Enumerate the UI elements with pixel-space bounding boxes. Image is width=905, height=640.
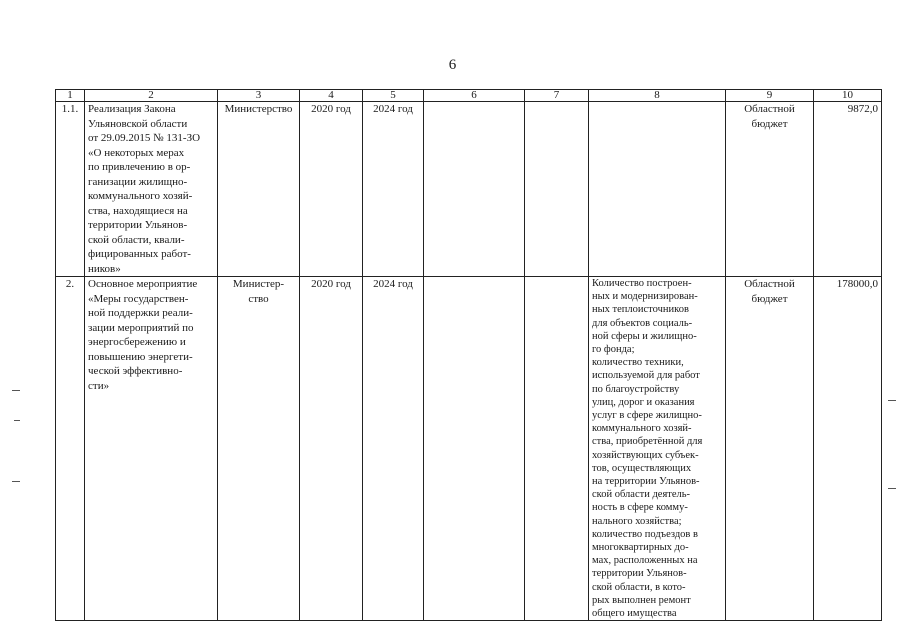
funding-source — [726, 277, 814, 621]
executor — [218, 102, 300, 277]
column-header: 3 — [218, 90, 300, 102]
row-number: 2. — [56, 277, 85, 621]
text-line: ной поддержки реали- — [88, 307, 193, 319]
text-line: повышению энергети- — [88, 350, 193, 363]
text-line: «Меры государствен- — [88, 292, 189, 305]
text-line: Количество построен- — [592, 278, 692, 289]
text-line: коммунального хозяй- — [592, 423, 692, 435]
text-line: для объектов социаль- — [592, 317, 693, 329]
text-line: ников» — [88, 262, 121, 275]
text-line: многоквартирных до- — [592, 542, 689, 554]
text-line: ганизации жилищно- — [88, 175, 188, 188]
column-header: 1 — [56, 90, 85, 102]
column-6-cell — [424, 102, 525, 277]
text-line: используемой для работ — [592, 370, 700, 382]
text-line: территории Ульянов- — [592, 568, 687, 580]
text-line: коммунального хозяй- — [88, 190, 193, 202]
program-table — [55, 89, 882, 621]
text-line: ской области деятель- — [592, 489, 691, 501]
end-year: 2024 год — [363, 277, 424, 621]
end-year: 2024 год — [363, 102, 424, 277]
scan-artifact — [14, 420, 20, 421]
text-line: ство — [248, 292, 269, 305]
text-line: рых выполнен ремонт — [592, 594, 691, 606]
measure-name — [85, 102, 218, 277]
text-line: энергосбережению и — [88, 336, 186, 348]
column-6-cell — [424, 277, 525, 621]
executor — [218, 277, 300, 621]
text-line: по благоустройству — [592, 383, 680, 395]
text-line: ческой эффективно- — [88, 365, 183, 377]
text-line: ных и модернизирован- — [592, 291, 698, 303]
text-line: нального хозяйства; — [592, 515, 682, 527]
scan-artifact — [12, 481, 20, 482]
column-header: 6 — [424, 90, 525, 102]
column-header: 5 — [363, 90, 424, 102]
page-number: 6 — [448, 57, 457, 73]
text-line: бюджет — [751, 292, 788, 305]
text-line: хозяйствующих субъек- — [592, 449, 699, 461]
text-line: общего имущества — [592, 608, 677, 620]
text-line: ность в сфере комму- — [592, 502, 688, 514]
text-line: на территории Ульянов- — [592, 476, 700, 488]
text-line: Министерство — [224, 103, 293, 115]
funding-source — [726, 102, 814, 277]
text-line: Реализация Закона — [88, 103, 176, 115]
text-line: ства, приобретённой для — [592, 436, 703, 448]
start-year: 2020 год — [300, 277, 363, 621]
table-row — [56, 277, 882, 621]
column-header: 9 — [726, 90, 814, 102]
column-header: 2 — [85, 90, 218, 102]
scan-artifact — [888, 400, 896, 401]
text-line: ных теплоисточников — [592, 304, 689, 316]
text-line: услуг в сфере жилищно- — [592, 410, 702, 422]
text-line: количество техники, — [592, 357, 684, 369]
text-line: по привлечению в ор- — [88, 161, 191, 173]
funding-amount: 178000,0 — [814, 277, 882, 621]
funding-amount: 9872,0 — [814, 102, 882, 277]
text-line: Министер- — [232, 278, 285, 290]
column-header: 10 — [814, 90, 882, 102]
row-number: 1.1. — [56, 102, 85, 277]
scan-artifact — [888, 488, 896, 489]
text-line: количество подъездов в — [592, 528, 698, 540]
text-line: «О некоторых мерах — [88, 146, 185, 159]
text-line: территории Ульянов- — [88, 219, 188, 231]
text-line: фицированных работ- — [88, 248, 191, 260]
column-header: 4 — [300, 90, 363, 102]
scan-artifact — [12, 390, 20, 391]
text-line: сти» — [88, 379, 110, 392]
column-header: 8 — [589, 90, 726, 102]
column-header: 7 — [525, 90, 589, 102]
text-line: бюджет — [751, 117, 788, 130]
text-line: тов, осуществляющих — [592, 462, 692, 474]
text-line: ной сферы и жилищно- — [592, 330, 697, 342]
column-7-cell — [525, 102, 589, 277]
column-number-row — [56, 90, 882, 102]
column-7-cell — [525, 277, 589, 621]
indicators — [589, 277, 726, 621]
text-line: ской области, в кото- — [592, 581, 686, 593]
text-line: Ульяновской области — [88, 117, 188, 130]
measure-name — [85, 277, 218, 621]
text-line: улиц, дорог и оказания — [592, 396, 695, 408]
text-line: от 29.09.2015 № 131-ЗО — [88, 132, 201, 144]
text-line: ства, находящиеся на — [88, 204, 188, 217]
table-row — [56, 102, 882, 277]
text-line: Областной — [744, 103, 795, 115]
text-line: Основное мероприятие — [88, 278, 198, 290]
text-line: го фонда; — [592, 344, 635, 356]
text-line: мах, расположенных на — [592, 555, 698, 567]
start-year: 2020 год — [300, 102, 363, 277]
indicators — [589, 102, 726, 277]
text-line: Областной — [744, 278, 795, 290]
text-line: ской области, квали- — [88, 233, 185, 246]
text-line: зации мероприятий по — [88, 321, 194, 334]
